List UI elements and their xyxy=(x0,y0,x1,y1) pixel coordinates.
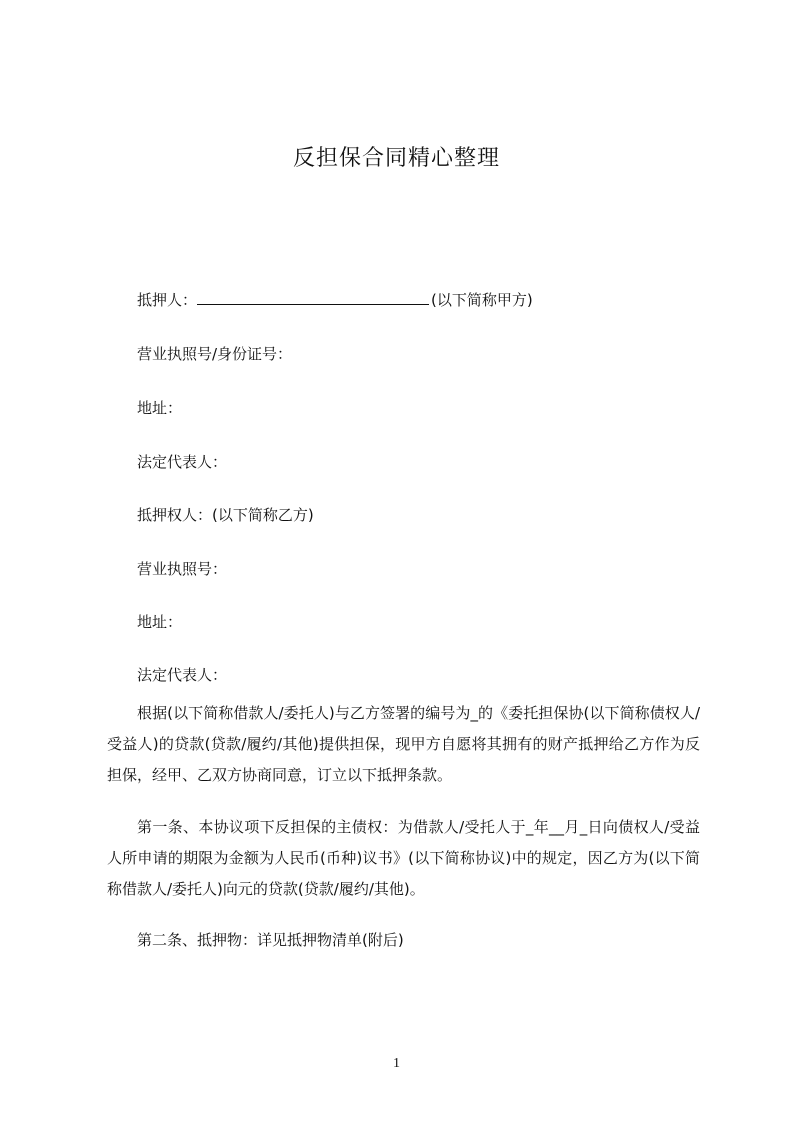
mortgagee-license-label: 营业执照号： xyxy=(137,560,228,578)
mortgagee-representative-label: 法定代表人： xyxy=(137,666,228,684)
mortgagee-label: 抵押权人：(以下简称乙方) xyxy=(137,506,314,524)
mortgagor-representative-label: 法定代表人： xyxy=(137,453,228,471)
mortgagee-address-label: 地址： xyxy=(137,613,183,631)
article-1-paragraph: 第一条、本协议项下反担保的主债权：为借款人/受托人于_年__月_日向债权人/受益人所申请的期限为金额为人民币(币种)议书》(以下简称协议)中的规定，因乙方为(以下简称借款人/委托人)向元的贷款(贷款/履约/其他)。 xyxy=(107,818,700,898)
article-2-paragraph: 第二条、抵押物：详见抵押物清单(附后) xyxy=(137,931,404,949)
page-number: 1 xyxy=(393,1056,400,1071)
mortgagor-line xyxy=(137,290,533,310)
mortgagor-address-label: 地址： xyxy=(137,399,183,417)
mortgagor-label: 抵押人： xyxy=(137,291,198,309)
mortgagor-license-label: 营业执照号/身份证号： xyxy=(137,345,293,363)
document-title: 反担保合同精心整理 xyxy=(292,146,500,171)
mortgagor-blank-line xyxy=(197,290,429,305)
mortgagor-suffix: (以下简称甲方) xyxy=(431,291,533,309)
intro-paragraph: 根据(以下简称借款人/委托人)与乙方签署的编号为_的《委托担保协(以下简称债权人/受益人)的贷款(贷款/履约/其他)提供担保，现甲方自愿将其拥有的财产抵押给乙方作为反担保，经甲、乙双方协商同意，订立以下抵押条款。 xyxy=(107,704,700,784)
